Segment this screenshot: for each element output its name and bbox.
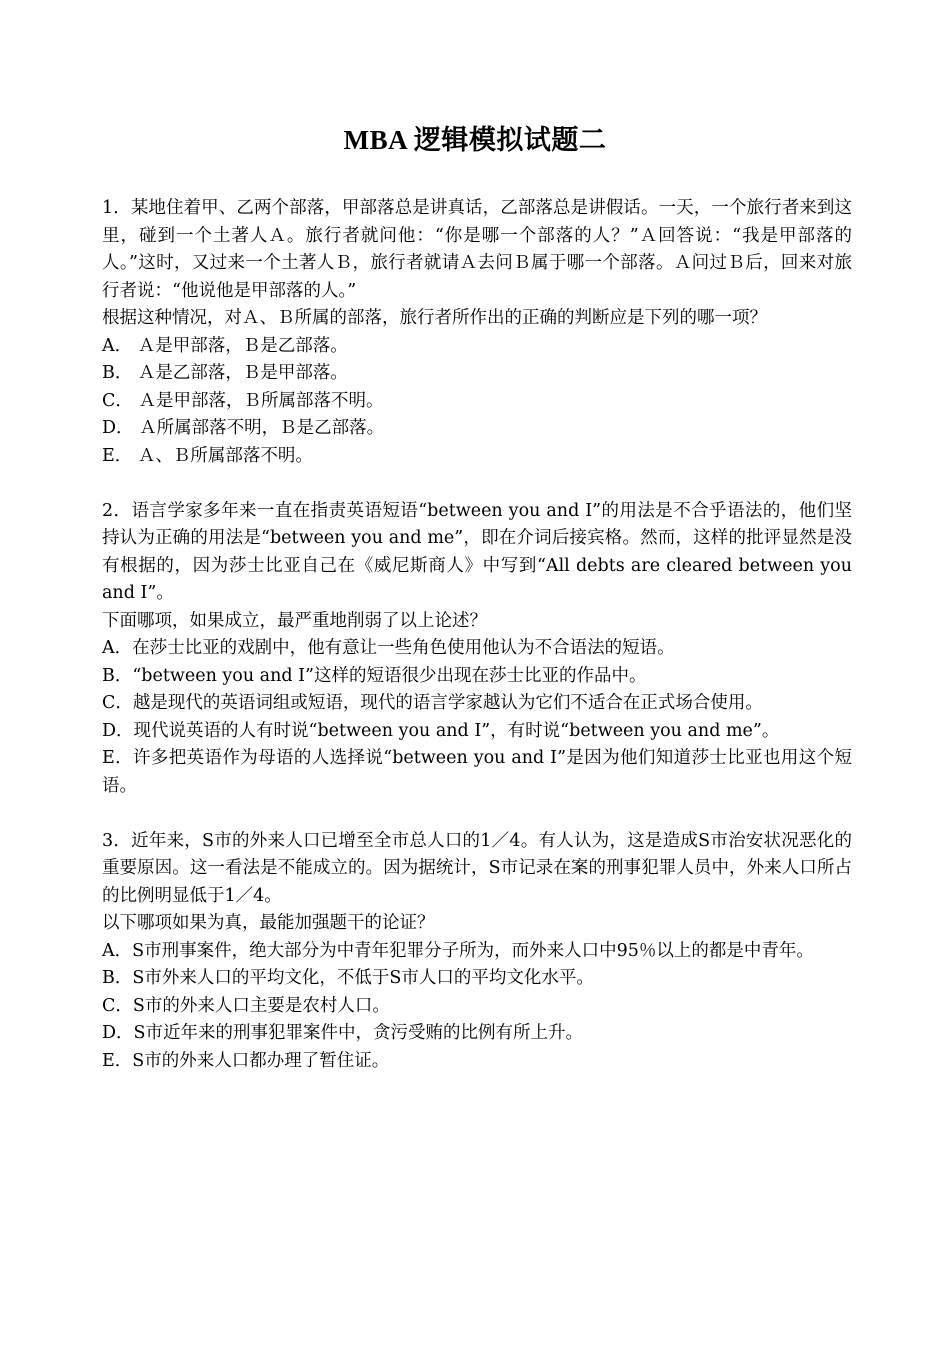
option-a: A．S市刑事案件，绝大部分为中青年犯罪分子所为，而外来人口中95％以上的都是中青年。 bbox=[102, 940, 814, 961]
option-e: E． Ａ、Ｂ所属部落不明。 bbox=[102, 445, 313, 466]
option-a: A．在莎士比亚的戏剧中，他有意让一些角色使用他认为不合语法的短语。 bbox=[102, 638, 675, 658]
option-c: C．越是现代的英语词组或短语，现代的语言学家越认为它们不适合在正式场合使用。 bbox=[102, 693, 763, 713]
option-d: D．S市近年来的刑事犯罪案件中，贪污受贿的比例有所上升。 bbox=[102, 1023, 584, 1043]
question-stem: 2．语言学家多年来一直在指责英语短语“between you and I”的用法是不合乎语法的，他们坚持认为正确的用法是“between you and me”，即在介词后接宾格。然而，这样的批评显然是没有根据的，因为莎士比亚自己在《威尼斯商人》中写到“All debts are cleared between you and I”。 bbox=[102, 500, 852, 603]
option-c: C． Ａ是甲部落，Ｂ所属部落不明。 bbox=[102, 390, 384, 411]
question-stem: 3．近年来，S市的外来人口已增至全市总人口的1／4。有人认为，这是造成S市治安状况恶化的重要原因。这一看法是不能成立的。因为据统计，S市记录在案的刑事犯罪人员中，外来人口所占的比例明显低于1／4。 bbox=[102, 830, 852, 906]
option-a: A． Ａ是甲部落，Ｂ是乙部落。 bbox=[102, 335, 348, 356]
option-e: E．许多把英语作为母语的人选择说“between you and I”是因为他们知道莎士比亚也用这个短语。 bbox=[102, 748, 852, 796]
option-d: D．现代说英语的人有时说“between you and I”，有时说“between you and me”。 bbox=[102, 720, 780, 741]
question-prompt: 根据这种情况，对Ａ、Ｂ所属的部落，旅行者所作出的正确的判断应是下列的哪一项？ bbox=[102, 308, 767, 328]
option-e: E．S市的外来人口都办理了暂住证。 bbox=[102, 1050, 390, 1071]
question-stem: 1．某地住着甲、乙两个部落，甲部落总是讲真话，乙部落总是讲假话。一天，一个旅行者来到这里，碰到一个土著人Ａ。旅行者就问他：“你是哪一个部落的人？”Ａ回答说：“我是甲部落的人。”这时，又过来一个土著人Ｂ，旅行者就请Ａ去问Ｂ属于哪一个部落。Ａ问过Ｂ后，回来对旅行者说：“他说他是甲部落的人。” bbox=[102, 198, 852, 301]
question-2 bbox=[102, 498, 852, 801]
option-d: D． Ａ所属部落不明，Ｂ是乙部落。 bbox=[102, 418, 385, 438]
page-title: MBA 逻辑模拟试题二 bbox=[343, 125, 607, 155]
question-3 bbox=[102, 828, 852, 1076]
question-prompt: 下面哪项，如果成立，最严重地削弱了以上论述？ bbox=[102, 610, 487, 631]
question-prompt: 以下哪项如果为真，最能加强题干的论证？ bbox=[102, 913, 435, 933]
option-b: B． Ａ是乙部落，Ｂ是甲部落。 bbox=[102, 363, 348, 383]
option-c: C．S市的外来人口主要是农村人口。 bbox=[102, 995, 390, 1016]
question-1 bbox=[102, 195, 852, 470]
option-b: B．“between you and I”这样的短语很少出现在莎士比亚的作品中。 bbox=[102, 665, 647, 686]
option-b: B．S市外来人口的平均文化，不低于S市人口的平均文化水平。 bbox=[102, 968, 594, 988]
questions-body bbox=[102, 195, 852, 1103]
